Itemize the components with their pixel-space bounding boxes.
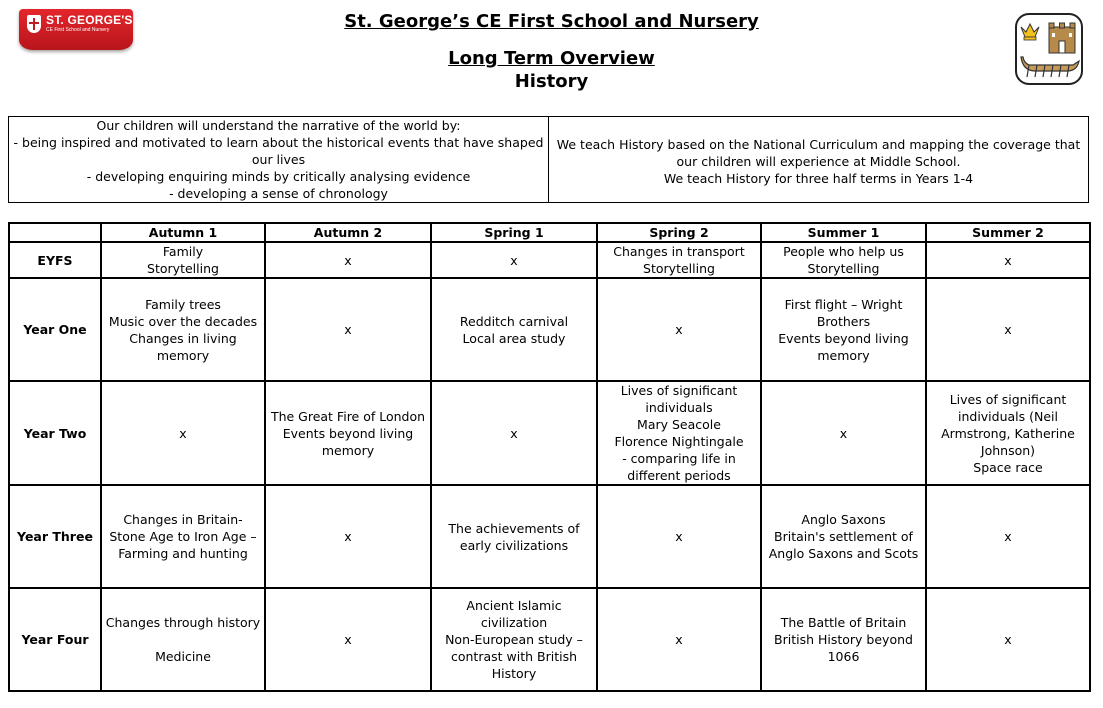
- cell-line: x: [179, 425, 187, 441]
- intro-aims-line: - developing enquiring minds by critically analysing evidence: [86, 169, 471, 184]
- table-cell: [597, 381, 761, 485]
- table-cell: [926, 278, 1090, 381]
- header-row: [9, 223, 1090, 242]
- cell-line: People who help us: [783, 244, 904, 259]
- cell-line: Changes in transport: [613, 244, 745, 259]
- cell-spacer: [105, 631, 261, 648]
- cell-line: Family: [162, 244, 204, 259]
- table-cell: [926, 242, 1090, 278]
- cell-line: x: [344, 322, 352, 337]
- document-header: [0, 10, 1103, 94]
- intro-approach: [549, 117, 1088, 202]
- column-header: Summer 2: [926, 223, 1090, 242]
- cell-line: Britain's settlement of Anglo Saxons and Scots: [768, 529, 919, 561]
- table-cell: [597, 278, 761, 381]
- table-cell: [101, 242, 265, 278]
- table-cell: [265, 242, 431, 278]
- table-row: [9, 381, 1090, 485]
- table-cell: [761, 242, 926, 278]
- table-cell: [101, 485, 265, 588]
- table-cell: [926, 381, 1090, 485]
- table-cell: [101, 381, 265, 485]
- logo-subtitle: CE First School and Nursery: [46, 27, 110, 33]
- school-title: St. George’s CE First School and Nursery: [344, 11, 759, 32]
- table-row: [9, 588, 1090, 691]
- cell-line: x: [344, 632, 352, 647]
- cell-line: x: [1004, 529, 1012, 544]
- column-header: Spring 1: [431, 223, 597, 242]
- cell-line: Events beyond living memory: [282, 425, 414, 458]
- cell-line: Mary Seacole: [637, 417, 721, 432]
- intro-box: [8, 116, 1089, 203]
- table-cell: [926, 485, 1090, 588]
- table-row: [9, 278, 1090, 381]
- cell-line: x: [510, 252, 518, 268]
- cell-line: Storytelling: [643, 261, 715, 276]
- intro-aims: [9, 117, 549, 202]
- cell-line: x: [344, 529, 352, 544]
- cell-line: Family trees: [145, 296, 221, 312]
- table-cell: [761, 278, 926, 381]
- column-header: Autumn 1: [101, 223, 265, 242]
- table-cell: [597, 242, 761, 278]
- cell-line: x: [1004, 322, 1012, 337]
- corner-cell: [9, 223, 101, 242]
- cell-line: Changes in Britain- Stone Age to Iron Age – Farming and hunting: [109, 512, 257, 561]
- cell-line: Music over the decades: [108, 313, 258, 329]
- table-cell: [761, 381, 926, 485]
- cell-line: Events beyond living memory: [778, 330, 909, 363]
- column-header: Summer 1: [761, 223, 926, 242]
- cell-line: Ancient Islamic civilization: [466, 598, 562, 630]
- cell-line: The Battle of Britain: [780, 615, 907, 630]
- row-label: Year Three: [9, 485, 101, 588]
- cell-line: The Great Fire of London: [270, 408, 426, 424]
- cell-line: x: [344, 252, 352, 268]
- cell-line: Lives of significant individuals: [620, 383, 738, 415]
- cell-line: x: [1004, 632, 1012, 647]
- table-cell: [431, 381, 597, 485]
- table-cell: [431, 278, 597, 381]
- school-crest-icon: [1015, 13, 1083, 85]
- cell-line: Medicine: [155, 649, 211, 664]
- cell-line: Local area study: [462, 330, 566, 346]
- cell-line: - comparing life in different periods: [622, 451, 736, 483]
- cell-line: x: [1004, 252, 1012, 268]
- row-label: Year One: [9, 278, 101, 381]
- table-cell: [431, 242, 597, 278]
- row-label: Year Four: [9, 588, 101, 691]
- table-cell: [265, 588, 431, 691]
- row-label: Year Two: [9, 381, 101, 485]
- table-cell: [101, 278, 265, 381]
- column-header: Autumn 2: [265, 223, 431, 242]
- cell-line: Non-European study – contrast with British History: [445, 632, 583, 681]
- table-cell: [265, 381, 431, 485]
- intro-approach-line: We teach History based on the National Curriculum and mapping the coverage that our children will experience at Middle School.: [556, 137, 1081, 169]
- document-title: Long Term Overview: [448, 48, 655, 69]
- cell-line: x: [675, 322, 683, 337]
- cell-line: Storytelling: [807, 261, 880, 276]
- intro-aims-line: - being inspired and motivated to learn about the historical events that have shaped our lives: [13, 135, 544, 167]
- table-cell: [431, 588, 597, 691]
- cell-line: Anglo Saxons: [801, 512, 886, 527]
- cell-line: Lives of significant individuals (Neil Armstrong, Katherine Johnson): [941, 391, 1075, 458]
- cell-line: Space race: [973, 459, 1043, 475]
- table-row: [9, 485, 1090, 588]
- table-cell: [926, 588, 1090, 691]
- cell-line: British History beyond 1066: [774, 632, 913, 664]
- cell-line: The achievements of early civilizations: [448, 520, 580, 553]
- row-label: EYFS: [9, 242, 101, 278]
- table-cell: [761, 588, 926, 691]
- cell-line: Changes through history: [105, 615, 261, 630]
- overview-table: [8, 222, 1091, 692]
- cell-line: x: [839, 425, 848, 441]
- cell-line: x: [675, 529, 683, 544]
- intro-aims-line: - developing a sense of chronology: [169, 186, 388, 201]
- logo-name: ST. GEORGE'S: [46, 13, 133, 27]
- table-cell: [431, 485, 597, 588]
- table-row: [9, 242, 1090, 278]
- cell-line: Storytelling: [147, 261, 219, 276]
- cell-line: Redditch carnival: [459, 313, 569, 329]
- cell-line: Florence Nightingale: [614, 434, 744, 449]
- cell-line: Changes in living memory: [129, 330, 237, 363]
- cell-line: First flight – Wright Brothers: [784, 296, 903, 329]
- table-cell: [597, 485, 761, 588]
- cell-line: x: [675, 632, 683, 647]
- column-header: Spring 2: [597, 223, 761, 242]
- intro-approach-line: We teach History for three half terms in Years 1-4: [663, 171, 974, 186]
- table-cell: [761, 485, 926, 588]
- table-cell: [101, 588, 265, 691]
- table-cell: [597, 588, 761, 691]
- intro-aims-line: Our children will understand the narrative of the world by:: [96, 118, 461, 133]
- subject-title: History: [514, 71, 589, 92]
- cell-line: x: [510, 425, 518, 441]
- table-cell: [265, 278, 431, 381]
- table-cell: [265, 485, 431, 588]
